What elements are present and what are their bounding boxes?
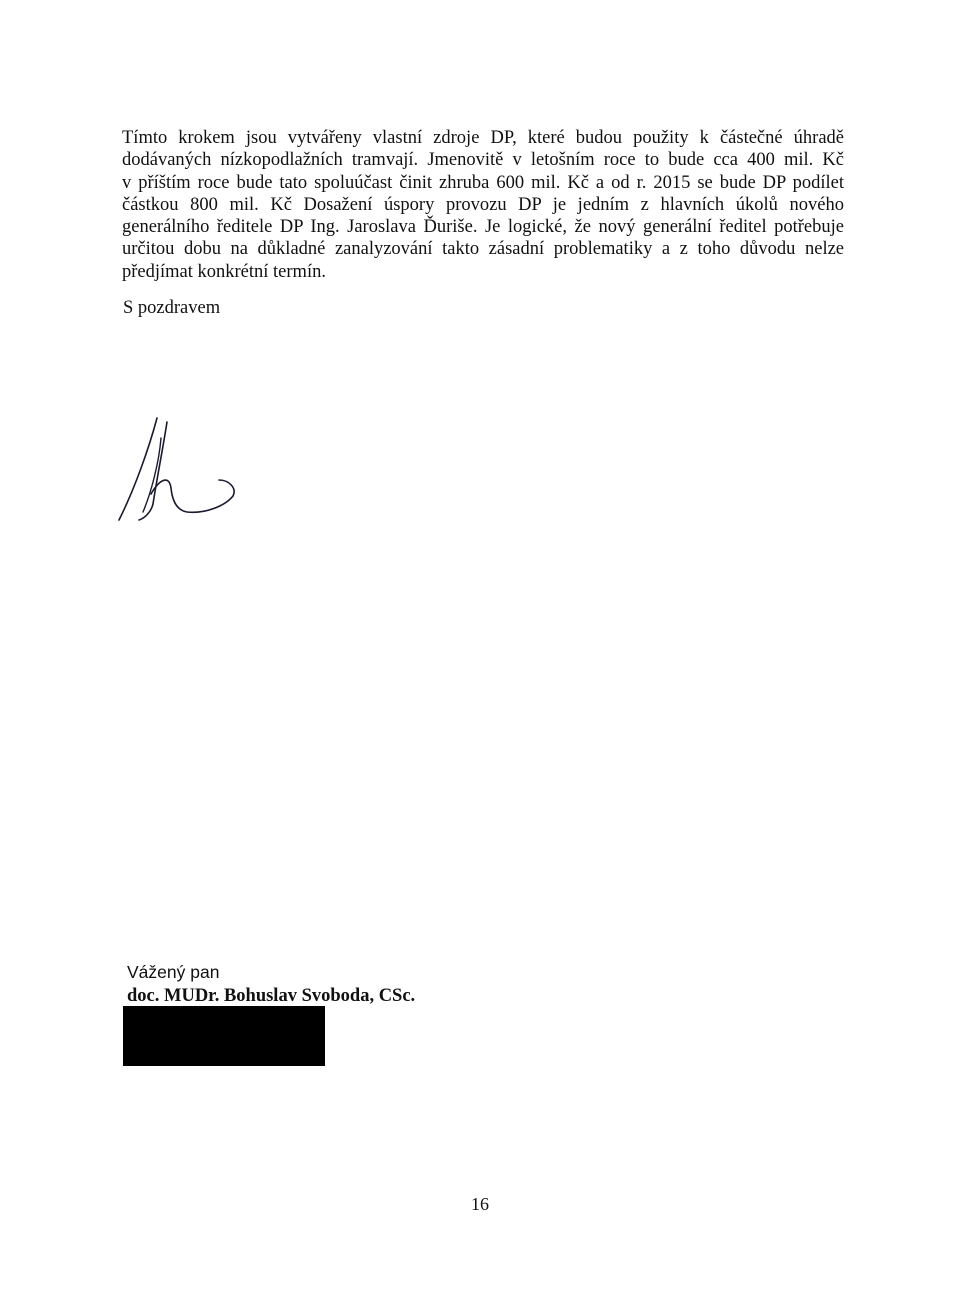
body-line: Tímto krokem jsou vytvářeny vlastní zdroje DP, které budou použity k částečné úhradě xyxy=(122,128,844,148)
recipient-name: doc. MUDr. Bohuslav Svoboda, CSc. xyxy=(127,986,416,1006)
body-line: určitou dobu na důkladné zanalyzování takto zásadní problematiky a z toho důvodu nelze xyxy=(122,239,844,260)
body-line: předjímat konkrétní termín. xyxy=(122,261,326,282)
body-line: v příštím roce bude tato spoluúčast činit zhruba 600 mil. Kč a od r. 2015 se bude DP podílet xyxy=(122,172,844,193)
page-number: 16 xyxy=(471,1194,489,1214)
body-line: generálního ředitele DP Ing. Jaroslava Ďuriše. Je logické, že nový generální ředitel potřebuje xyxy=(122,217,844,238)
body-line: dodávaných nízkopodlažních tramvají. Jmenovitě v letošním roce to bude cca 400 mil. Kč xyxy=(122,150,844,171)
letter-body xyxy=(122,127,844,283)
signature-icon xyxy=(105,408,245,533)
recipient-block xyxy=(127,960,415,1008)
body-line: částkou 800 mil. Kč Dosažení úspory provozu DP je jedním z hlavních úkolů nového xyxy=(122,194,844,215)
redaction-box xyxy=(123,1006,325,1066)
recipient-salutation: Vážený pan xyxy=(127,962,220,982)
closing-greeting: S pozdravem xyxy=(123,298,221,318)
